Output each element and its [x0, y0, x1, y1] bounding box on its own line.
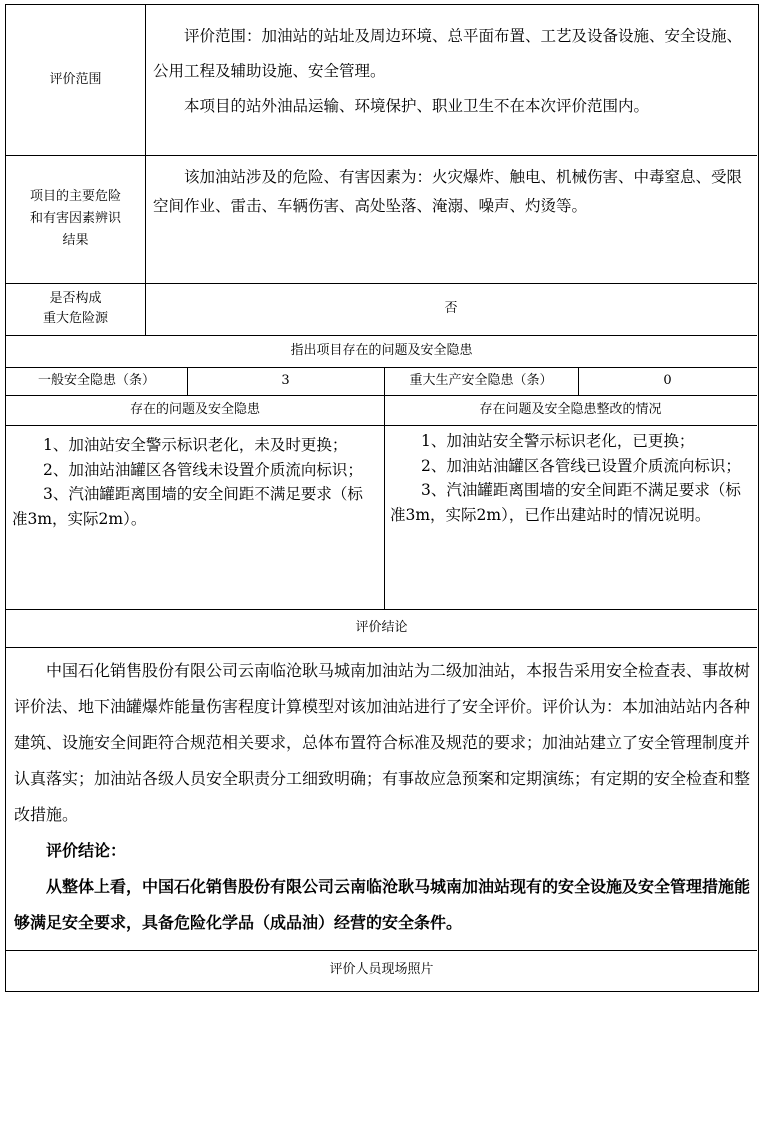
- issues-section-title: 指出项目存在的问题及安全隐患: [290, 343, 473, 358]
- hazards-label-line: 结果: [62, 233, 89, 248]
- hazards-label-line: 和有害因素辨识: [29, 211, 121, 226]
- major-hazard-count-label: 重大生产安全隐患（条）: [409, 373, 553, 388]
- issue-item: 2、加油站油罐区各管线未设置介质流向标识；: [43, 460, 363, 479]
- rectification-item: 2、加油站油罐区各管线已设置介质流向标识；: [421, 456, 741, 475]
- major-hazard-label: [6, 283, 145, 335]
- rectification-item: 3、汽油罐距离围墙的安全间距不满足要求（标准3m，实际2m），已作出建站时的情况说明。: [390, 481, 741, 524]
- scope-content: [145, 5, 757, 155]
- conclusion-heading: 评价结论：: [46, 841, 127, 860]
- major-hazard-value: 否: [444, 301, 458, 316]
- conclusion-content: [6, 647, 757, 950]
- conclusion-body: 中国石化销售股份有限公司云南临沧耿马城南加油站为二级加油站，本报告采用安全检查表、事故树评价法、地下油罐爆炸能量伤害程度计算模型对该加油站进行了安全评价。评价认为：本加油站站内各种建筑、设施安全间距符合规范相关要求，总体布置符合标准及规范的要求；加油站建立了安全管理制度并认真落实；加油站各级人员安全职责分工细致明确；有事故应急预案和定期演练；有定期的安全检查和整改措施。: [14, 661, 751, 824]
- major-hazard-count: 0: [663, 373, 672, 388]
- major-hazard-label-line: 重大危险源: [42, 311, 108, 326]
- major-hazard-label-line: 是否构成: [49, 291, 102, 306]
- general-hazard-label: 一般安全隐患（条）: [37, 373, 155, 388]
- conclusion-final: 从整体上看，中国石化销售股份有限公司云南临沧耿马城南加油站现有的安全设施及安全管理措施能够满足安全要求，具备危险化学品（成品油）经营的安全条件。: [14, 877, 751, 932]
- issues-list: [6, 425, 384, 609]
- scope-paragraph-1: 评价范围：加油站的站址及周边环境、总平面布置、工艺及设备设施、安全设施、公用工程及辅助设施、安全管理。: [153, 27, 743, 80]
- issue-item: 1、加油站安全警示标识老化，未及时更换；: [43, 436, 348, 454]
- general-hazard-count: 3: [281, 373, 290, 388]
- photos-title: 评价人员现场照片: [329, 962, 434, 977]
- rectification-column-header: 存在问题及安全隐患整改的情况: [479, 402, 662, 417]
- hazards-content: [145, 155, 757, 283]
- issues-column-header: 存在的问题及安全隐患: [129, 402, 260, 417]
- rectification-list: [384, 425, 757, 609]
- hazards-label-line: 项目的主要危险: [29, 189, 121, 204]
- hazards-text: 该加油站涉及的危险、有害因素为：火灾爆炸、触电、机械伤害、中毒窒息、受限空间作业、雷击、车辆伤害、高处坠落、淹溺、噪声、灼烫等。: [153, 168, 743, 215]
- conclusion-title: 评价结论: [355, 620, 408, 635]
- evaluation-table: [5, 4, 759, 992]
- rectification-item: 1、加油站安全警示标识老化，已更换；: [421, 432, 695, 450]
- scope-label: 评价范围: [49, 72, 102, 87]
- scope-paragraph-2: 本项目的站外油品运输、环境保护、职业卫生不在本次评价范围内。: [184, 97, 650, 115]
- issue-item: 3、汽油罐距离围墙的安全间距不满足要求（标准3m，实际2m）。: [12, 485, 363, 528]
- hazards-label: [6, 155, 145, 283]
